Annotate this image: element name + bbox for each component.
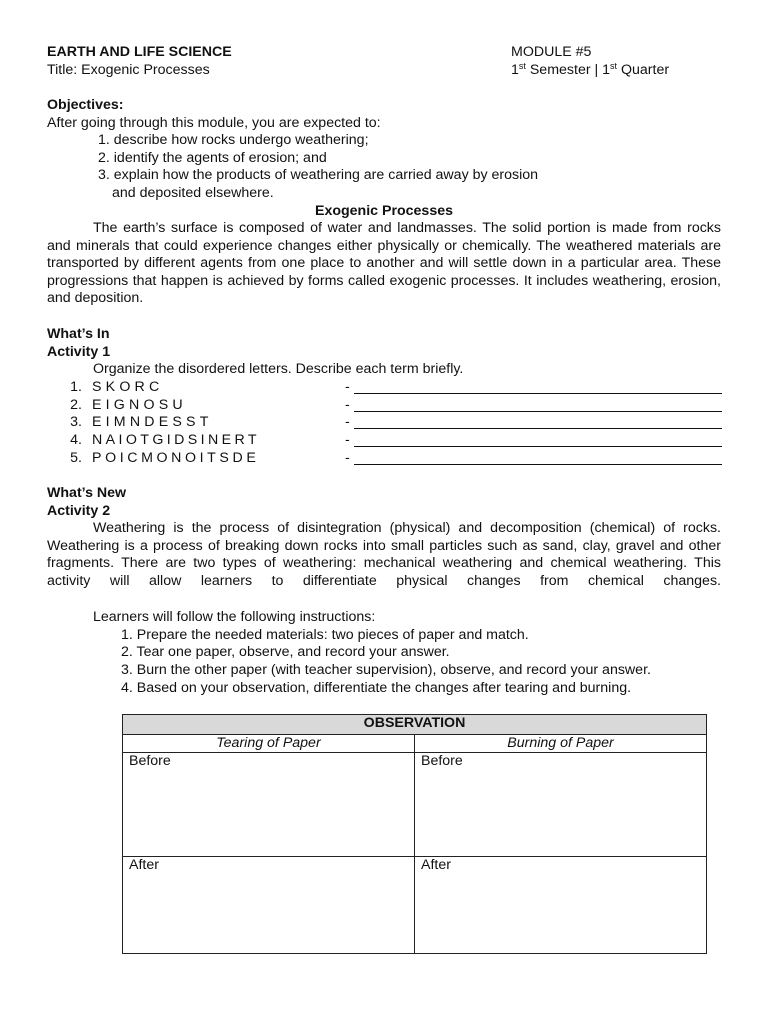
column-header-tearing: Tearing of Paper <box>123 735 415 753</box>
item-number: 2. <box>70 397 82 413</box>
scrambled-word-row <box>66 379 722 397</box>
weathering-paragraph: Weathering is the process of disintegration (physical) and decomposition (chemical) of rocks. Weathering is a process of breaking down rocks into small particles such as sand, clay, gravel and other fragments. There are two types of weathering: mechanical weathering and chemical weathering. This activity will allow learners to differentiate physical changes from chemical changes. <box>47 520 721 589</box>
objective-item: 2. identify the agents of erosion; and <box>98 150 327 166</box>
answer-blank[interactable] <box>354 446 722 447</box>
scrambled-word-row <box>66 450 722 468</box>
scrambled-word: SKORC <box>92 379 164 395</box>
exogenic-paragraph: The earth’s surface is composed of water and landmasses. The solid portion is made from rocks and minerals that could experience changes either physically or chemically. The weathered materials are transported by different agents from one place to another and will settle down in a particular area. These progressions that happen is achieved by forms called exogenic processes. It includes weathering, erosion, and deposition. <box>47 220 721 306</box>
module-number: MODULE #5 <box>511 44 592 60</box>
item-number: 1. <box>70 379 82 395</box>
scrambled-word: EIMNDESST <box>92 414 213 430</box>
whats-in-heading: What’s In <box>47 326 110 342</box>
subject-title: EARTH AND LIFE SCIENCE <box>47 44 232 60</box>
burning-after-cell[interactable] <box>415 857 707 954</box>
observation-table <box>122 714 707 954</box>
activity-1-instruction: Organize the disordered letters. Describe each term briefly. <box>93 361 464 377</box>
objective-item: 3. explain how the products of weathering are carried away by erosion <box>98 167 539 183</box>
scrambled-word: EIGNOSU <box>92 397 187 413</box>
document-title: Title: Exogenic Processes <box>47 62 210 78</box>
item-number: 5. <box>70 450 82 466</box>
cell-label: Before <box>421 753 463 769</box>
answer-blank[interactable] <box>354 411 722 412</box>
objectives-heading: Objectives: <box>47 97 124 113</box>
instruction-item: 1. Prepare the needed materials: two pieces of paper and match. <box>121 627 529 643</box>
objective-item-continuation: and deposited elsewhere. <box>112 185 274 201</box>
dash: - <box>345 432 350 448</box>
cell-label: After <box>421 857 451 873</box>
item-number: 3. <box>70 414 82 430</box>
scrambled-word-row <box>66 414 722 432</box>
cell-label: Before <box>129 753 171 769</box>
objective-item: 1. describe how rocks undergo weathering; <box>98 132 369 148</box>
dash: - <box>345 414 350 430</box>
scrambled-word-row <box>66 432 722 450</box>
answer-blank[interactable] <box>354 393 722 394</box>
item-number: 4. <box>70 432 82 448</box>
scrambled-word: POICMONOITSDE <box>92 450 260 466</box>
column-header-burning: Burning of Paper <box>415 735 707 753</box>
dash: - <box>345 397 350 413</box>
whats-new-heading: What’s New <box>47 485 127 501</box>
burning-before-cell[interactable] <box>415 753 707 857</box>
tearing-after-cell[interactable] <box>123 857 415 954</box>
dash: - <box>345 450 350 466</box>
answer-blank[interactable] <box>354 428 722 429</box>
instruction-item: 4. Based on your observation, differentiate the changes after tearing and burning. <box>121 680 632 696</box>
cell-label: After <box>129 857 159 873</box>
activity-1-heading: Activity 1 <box>47 344 111 360</box>
scrambled-word-row <box>66 397 722 415</box>
instruction-item: 2. Tear one paper, observe, and record your answer. <box>121 644 450 660</box>
dash: - <box>345 379 350 395</box>
instructions-intro: Learners will follow the following instructions: <box>93 609 376 625</box>
section-heading: Exogenic Processes <box>314 203 453 219</box>
table-title: OBSERVATION <box>123 715 707 735</box>
answer-blank[interactable] <box>354 464 722 465</box>
objectives-intro: After going through this module, you are expected to: <box>47 115 381 131</box>
instruction-item: 3. Burn the other paper (with teacher supervision), observe, and record your answer. <box>121 662 651 678</box>
activity-2-heading: Activity 2 <box>47 503 111 519</box>
semester-quarter: 1st Semester | 1st Quarter <box>511 61 670 78</box>
tearing-before-cell[interactable] <box>123 753 415 857</box>
scrambled-word: NAIOTGIDSINERT <box>92 432 260 448</box>
